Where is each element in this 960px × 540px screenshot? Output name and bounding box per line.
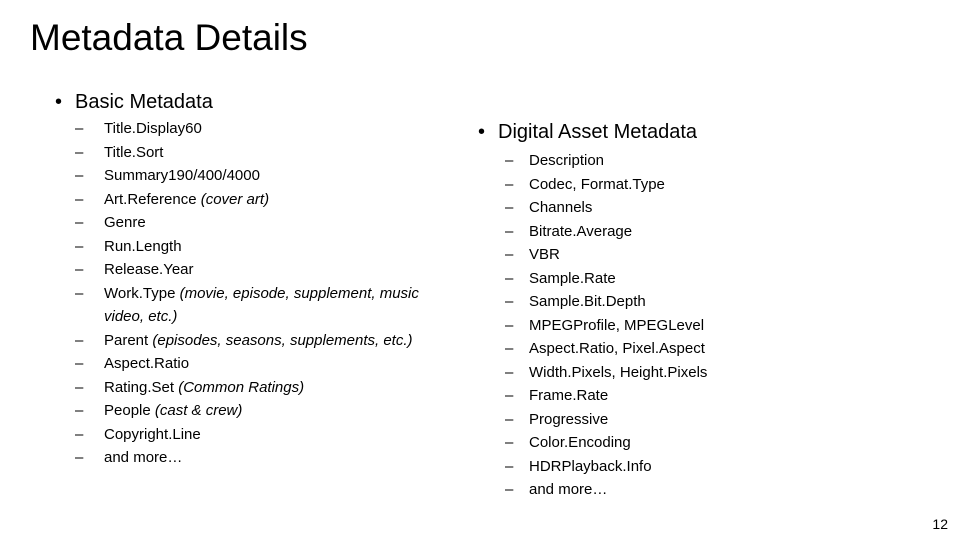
list-item	[478, 384, 878, 408]
item-label: Release.Year	[104, 261, 194, 278]
list-item	[55, 352, 455, 376]
list-item	[55, 423, 455, 447]
list-item-text: Bitrate.Average	[529, 222, 633, 240]
list-item-text	[104, 141, 449, 165]
list-item-text	[104, 423, 449, 447]
list-item-text: Color.Encoding	[529, 434, 631, 451]
basic-metadata-heading-row	[55, 88, 455, 116]
dash-icon: –	[505, 316, 514, 334]
basic-metadata-section	[55, 88, 455, 470]
dash-icon: –	[75, 143, 84, 161]
dash-icon: –	[75, 378, 84, 396]
item-label: Art.Reference	[104, 190, 201, 208]
dash-icon: –	[505, 481, 514, 498]
list-item-text	[104, 282, 449, 329]
item-label: Parent	[104, 331, 153, 349]
item-label: Copyright.Line	[104, 425, 201, 443]
list-item-text	[104, 188, 449, 212]
basic-metadata-list	[55, 117, 455, 470]
dash-icon: –	[75, 214, 84, 231]
list-item	[478, 243, 878, 267]
list-item-text: Sample.Bit.Depth	[529, 293, 646, 310]
item-note: (episodes, seasons, supplements, etc.)	[152, 331, 413, 349]
list-item-text	[104, 117, 449, 141]
slide-title: Metadata Details	[30, 17, 308, 58]
list-item	[55, 188, 455, 212]
list-item-text	[104, 329, 449, 353]
digital-asset-heading-row	[478, 118, 878, 146]
dash-icon: –	[75, 190, 84, 208]
list-item	[478, 431, 878, 455]
item-label: Title.Display60	[104, 120, 202, 137]
dash-icon: –	[505, 175, 514, 193]
list-item-text	[104, 211, 449, 235]
item-label: Work.Type	[104, 284, 180, 302]
dash-icon: –	[75, 449, 84, 466]
bullet-icon: •	[55, 91, 63, 113]
list-item	[478, 455, 878, 479]
list-item	[55, 258, 455, 282]
list-item-text: Description	[529, 152, 605, 169]
list-item-text: Frame.Rate	[529, 387, 609, 404]
list-item-text: HDRPlayback.Info	[529, 457, 652, 475]
dash-icon: –	[505, 293, 514, 310]
item-label: Genre	[104, 214, 146, 231]
item-label: Aspect.Ratio	[104, 355, 190, 372]
list-item-text: Aspect.Ratio, Pixel.Aspect	[529, 340, 705, 357]
list-item-text	[104, 399, 449, 423]
bullet-icon: •	[478, 121, 486, 143]
item-note: (cast & crew)	[154, 402, 243, 419]
list-item	[55, 235, 455, 259]
list-item	[478, 337, 878, 361]
dash-icon: –	[75, 284, 84, 302]
digital-asset-metadata-section	[478, 118, 878, 502]
list-item	[55, 446, 455, 470]
list-item	[55, 399, 455, 423]
dash-icon: –	[505, 410, 514, 428]
item-label: Summary190/400/4000	[104, 167, 260, 184]
digital-asset-metadata-list	[478, 149, 878, 502]
item-note: (cover art)	[200, 190, 270, 208]
item-note: (movie, episode, supplement, music video, etc.)	[104, 284, 419, 325]
dash-icon: –	[75, 355, 84, 372]
dash-icon: –	[505, 434, 514, 451]
list-item	[478, 149, 878, 173]
dash-icon: –	[505, 222, 514, 240]
dash-icon: –	[75, 425, 84, 443]
list-item-text	[104, 164, 449, 188]
list-item	[478, 267, 878, 291]
list-item	[478, 290, 878, 314]
list-item-text: Width.Pixels, Height.Pixels	[529, 363, 708, 381]
dash-icon: –	[505, 457, 514, 475]
dash-icon: –	[505, 340, 514, 357]
digital-asset-heading: Digital Asset Metadata	[498, 121, 697, 143]
list-item	[55, 282, 455, 329]
list-item-text: Progressive	[529, 410, 609, 428]
list-item-text: MPEGProfile, MPEGLevel	[529, 316, 705, 334]
list-item	[478, 408, 878, 432]
list-item	[478, 220, 878, 244]
item-label: People	[104, 402, 155, 419]
list-item	[478, 361, 878, 385]
dash-icon: –	[75, 167, 84, 184]
list-item	[478, 478, 878, 502]
dash-icon: –	[75, 261, 84, 278]
list-item-text	[104, 258, 449, 282]
dash-icon: –	[505, 199, 514, 216]
list-item-text: VBR	[529, 246, 560, 263]
list-item	[55, 211, 455, 235]
list-item-text	[104, 446, 449, 470]
list-item	[55, 329, 455, 353]
item-label: Run.Length	[104, 237, 182, 255]
dash-icon: –	[75, 402, 84, 419]
dash-icon: –	[505, 269, 514, 287]
list-item	[478, 173, 878, 197]
list-item	[55, 376, 455, 400]
basic-metadata-heading: Basic Metadata	[75, 91, 213, 113]
list-item	[478, 314, 878, 338]
list-item	[55, 141, 455, 165]
dash-icon: –	[75, 120, 84, 137]
item-label: Title.Sort	[104, 143, 164, 161]
page-number: 12	[932, 516, 948, 532]
dash-icon: –	[505, 363, 514, 381]
list-item-text	[104, 235, 449, 259]
dash-icon: –	[505, 246, 514, 263]
list-item	[55, 164, 455, 188]
item-label: Rating.Set	[104, 378, 179, 396]
list-item-text: Channels	[529, 199, 593, 216]
list-item-text: and more…	[529, 481, 608, 498]
dash-icon: –	[505, 387, 514, 404]
list-item	[55, 117, 455, 141]
list-item-text	[104, 376, 449, 400]
dash-icon: –	[505, 152, 514, 169]
dash-icon: –	[75, 331, 84, 349]
list-item	[478, 196, 878, 220]
dash-icon: –	[75, 237, 84, 255]
item-note: (Common Ratings)	[178, 378, 305, 396]
list-item-text: Codec, Format.Type	[529, 175, 665, 193]
list-item-text: Sample.Rate	[529, 269, 616, 287]
list-item-text	[104, 352, 449, 376]
item-label: and more…	[104, 449, 183, 466]
